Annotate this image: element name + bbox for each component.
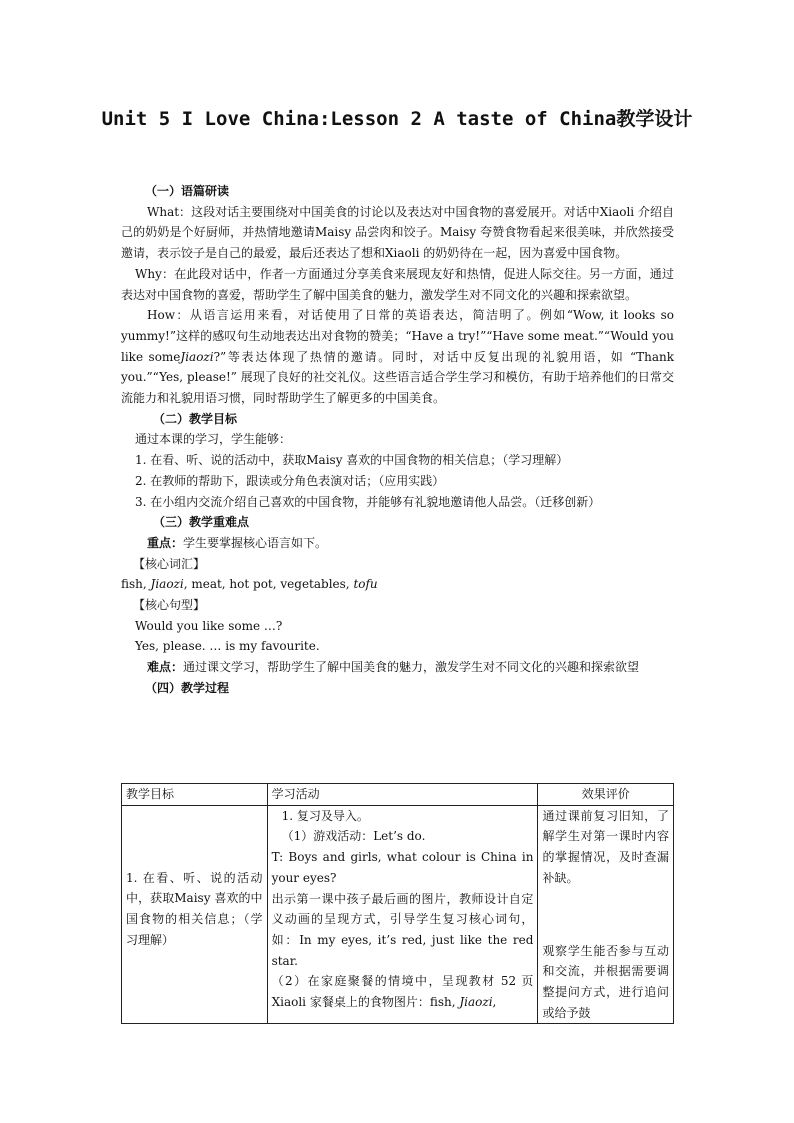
section-heading-key-points: （三）教学重难点: [153, 515, 250, 530]
key-point-label: 重点：: [147, 535, 184, 550]
difficulty-text: 通过课文学习，帮助学生了解中国美食的魅力，激发学生对不同文化的兴趣和探索欲望: [183, 660, 640, 675]
activity-step: 1. 复习及导入。: [281, 808, 369, 823]
core-vocab-heading: 【核心词汇】: [133, 556, 206, 571]
key-point-text: 学生要掌握核心语言如下。: [183, 535, 328, 550]
table-row: [122, 805, 674, 1024]
objective-item-1: 1. 在看、听、说的活动中，获取Maisy 喜欢的中国食物的相关信息；（学习理解）: [135, 453, 569, 468]
activity-sub2-jiaozi: Jiaozi: [459, 995, 493, 1010]
cell-evaluation: [538, 805, 674, 1024]
section-heading-text-analysis: （一）语篇研读: [145, 184, 230, 198]
difficulty-label: 难点：: [147, 660, 184, 675]
why-paragraph: Why：在此段对话中，作者一方面通过分享美食来展现友好和热情，促进人际交往。另一方面，通过表达对中国食物的喜爱，帮助学生了解中国美食的魅力，激发学生对不同文化的兴趣和探索欲望。: [121, 266, 674, 302]
core-pattern-1: Would you like some …?: [135, 618, 283, 633]
activity-sub2: [272, 971, 534, 1012]
vocab-part-c: , meat, hot pot, vegetables,: [183, 577, 354, 592]
vocab-part-a: fish,: [121, 577, 151, 592]
key-point-line: [121, 533, 674, 554]
activity-description: 出示第一课中孩子最后画的图片，教师设计自定义动画的呈现方式，引导学生复习核心词句，如：In my eyes, it’s red, just like the red star.: [271, 891, 534, 968]
objective-item-3: 3. 在小组内交流介绍自己喜欢的中国食物，并能够有礼貌地邀请他人品尝。（迁移创新）: [135, 494, 601, 509]
how-text-b: ?”等表达体现了热情的邀请。同时，对话中反复出现的礼貌用语，如 “Thank you.”“Yes, please!” 展现了良好的社交礼仪。这些语言适合学生学习和模仿，有助于培养他们的日常交流能力和礼貌用语习惯，同时帮助学生了解更多的中国美食。: [121, 349, 674, 406]
vocab-tofu: tofu: [353, 577, 378, 592]
cell-activity: [267, 805, 538, 1024]
document-body: [121, 181, 674, 699]
core-pattern-heading: 【核心句型】: [133, 598, 206, 613]
evaluation-gap: [542, 889, 669, 941]
document-title: Unit 5 I Love China:Lesson 2 A taste of China教学设计: [101, 108, 693, 130]
activity-sub2-c: ,: [492, 995, 497, 1010]
objective-item-2: 2. 在教师的帮助下，跟读或分角色表演对话；（应用实践）: [135, 473, 445, 488]
what-paragraph: What：这段对话主要围绕对中国美食的讨论以及表达对中国食物的喜爱展开。对话中Xiaoli 介绍自己的奶奶是个好厨师，并热情地邀请Maisy 品尝肉和饺子。Maisy 夸赞食物看起来很美味，并欣然接受邀请，表示饺子是自己的最爱，最后还表达了想和Xiaoli 的奶奶待在一起，因为喜爱中国食物。: [121, 204, 674, 261]
objectives-intro: 通过本课的学习，学生能够：: [135, 432, 292, 447]
evaluation-text-1: 通过课前复习旧知，了解学生对第一课时内容的掌握情况，及时查漏补缺。: [542, 808, 669, 885]
how-text-a: How：从语言运用来看，对话使用了日常的英语表达，简洁明了。例如“Wow, it looks so yummy!”这样的感叹句生动地表达出对食物的赞美；“Have a try!”“Have some meat.”“Would you like some: [121, 308, 674, 364]
header-evaluation: 效果评价: [538, 784, 674, 806]
core-pattern-2: Yes, please. … is my favourite.: [135, 639, 320, 654]
difficulty-paragraph: [121, 657, 674, 678]
evaluation-text-2: 观察学生能否参与互动和交流，并根据需要调整提问方式，进行追问或给予鼓: [542, 943, 669, 1020]
activity-teacher-line: T: Boys and girls, what colour is China in your eyes?: [271, 850, 534, 885]
section-heading-process: （四）教学过程: [145, 680, 230, 695]
header-activity: 学习活动: [267, 784, 538, 806]
activity-sub1: （1）游戏活动：Let’s do.: [281, 829, 426, 844]
table-header-row: [122, 784, 674, 806]
cell-goal: [122, 805, 268, 1024]
header-goal: 教学目标: [122, 784, 268, 806]
teaching-process-table: [121, 783, 674, 1024]
how-text-italic: Jiaozi: [180, 349, 214, 364]
activity-sub2-a: （2）在家庭聚餐的情境中，呈现教材 52 页 Xiaoli 家餐桌上的食物图片：fish,: [271, 974, 534, 1010]
how-paragraph: [121, 305, 674, 409]
section-heading-objectives: （二）教学目标: [153, 411, 238, 426]
goal-text: 1. 在看、听、说的活动中，获取Maisy 喜欢的中国食物的相关信息；（学习理解）: [126, 870, 263, 947]
vocab-jiaozi: Jiaozi: [150, 577, 184, 592]
core-vocab-list: [121, 574, 674, 595]
